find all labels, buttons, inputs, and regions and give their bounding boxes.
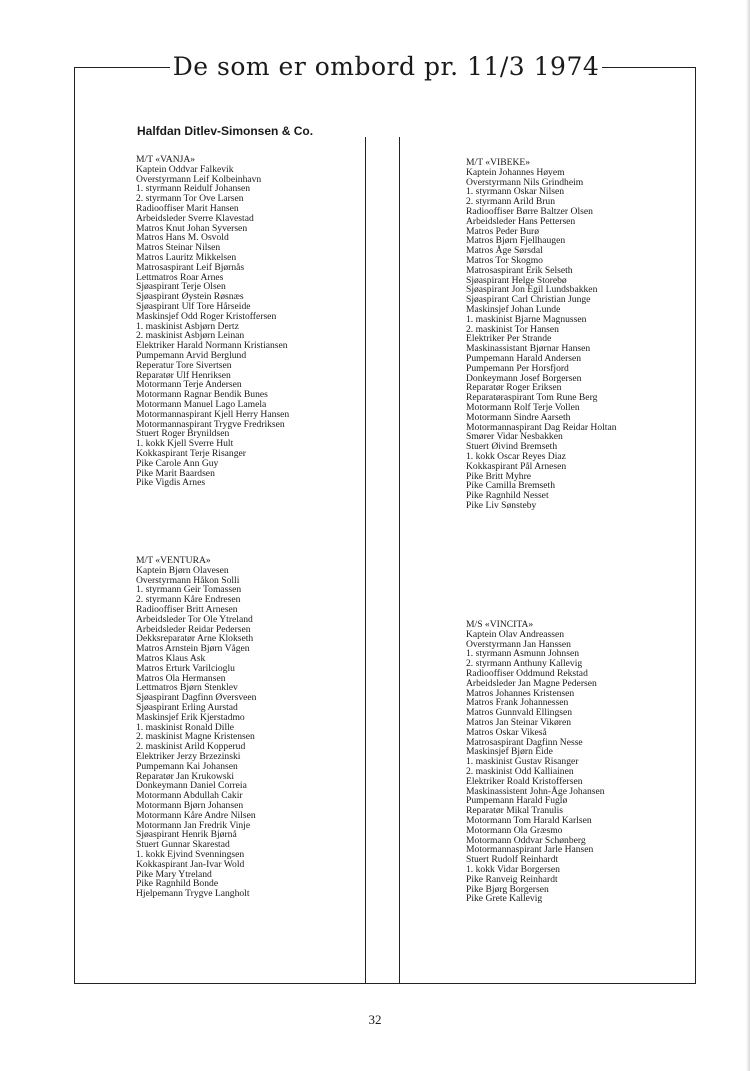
crew-member: Lettmatros Bjørn Stenklev xyxy=(136,682,238,694)
frame-left-border xyxy=(74,67,75,984)
crew-member: Kokkaspirant Jan-Ivar Wold xyxy=(136,858,245,870)
frame-right-border xyxy=(695,67,696,984)
crew-member: Pike Liv Sønsteby xyxy=(466,499,537,511)
page-number: 32 xyxy=(368,1012,382,1027)
crew-member: Motormann Kåre Andre Nilsen xyxy=(136,809,256,821)
crew-member: Sjøaspirant Helge Storebø xyxy=(466,274,567,286)
crew-member: Kaptein Olav Andreassen xyxy=(466,628,565,640)
crew-member: Sjøaspirant Erling Aurstad xyxy=(136,701,238,713)
crew-member: 2. maskinist Asbjørn Leinan xyxy=(136,330,245,342)
crew-member: Kokkaspirant Pål Arnesen xyxy=(466,460,567,472)
crew-member: Motormann Terje Andersen xyxy=(136,379,242,391)
crew-member: 1. styrmann Geir Tomassen xyxy=(136,584,242,596)
crew-member: Elektriker Jerzy Brzezinski xyxy=(136,750,241,762)
crew-member: 1. styrmann Oskar Nilsen xyxy=(466,186,565,198)
crew-member: 1. kokk Vidar Borgersen xyxy=(466,863,560,875)
crew-member: 2. styrmann Kåre Endresen xyxy=(136,594,241,606)
crew-member: 1. kokk Kjell Sverre Hult xyxy=(136,438,234,450)
crew-member: Pike Ragnhild Bonde xyxy=(136,878,219,890)
crew-member: Sjøaspirant Ulf Tore Hårseide xyxy=(136,300,251,312)
crew-member: Stuert Gunnar Skarestad xyxy=(136,839,230,851)
page-edge-shadow xyxy=(746,0,750,1071)
crew-member: Elektriker Harald Normann Kristiansen xyxy=(136,340,288,352)
crew-member: Pike Ragnhild Nesset xyxy=(466,490,549,502)
crew-member: Sjøaspirant Carl Christian Junge xyxy=(466,294,591,306)
page-title: De som er ombord pr. 11/3 1974 xyxy=(172,52,600,81)
crew-member: Matrosaspirant Dagfinn Nesse xyxy=(466,736,583,748)
crew-member: Matros Åge Sørsdal xyxy=(466,245,543,257)
crew-member: Matrosaspirant Leif Bjørnås xyxy=(136,261,245,273)
crew-member: Stuert Øivind Bremseth xyxy=(466,441,558,453)
crew-member: Arbeidsleder Sverre Klavestad xyxy=(136,212,254,224)
crew-member: Motormannaspirant Jarle Hansen xyxy=(466,844,594,856)
crew-member: Matros Knut Johan Syversen xyxy=(136,222,248,234)
crew-member: Matros Tor Skogmo xyxy=(466,254,543,266)
crew-member: Pumpemann Arvid Berglund xyxy=(136,349,247,361)
crew-member: Matrosaspirant Erik Selseth xyxy=(466,264,573,276)
crew-member: Maskinsjef Odd Roger Kristoffersen xyxy=(136,310,277,322)
crew-member: 2. maskinist Tor Hansen xyxy=(466,323,559,335)
crew-member: Matros Erturk Varilcioglu xyxy=(136,662,235,674)
crew-member: 2. styrmann Tor Ove Larsen xyxy=(136,193,244,205)
crew-member: Overstyrmann Håkon Solli xyxy=(136,574,240,586)
crew-member: Motormann Bjørn Johansen xyxy=(136,799,244,811)
crew-member: Pike Camilla Bremseth xyxy=(466,480,555,492)
crew-member: Sjøaspirant Øystein Røsnæs xyxy=(136,291,244,303)
crew-member: Pike Ranveig Reinhardt xyxy=(466,873,558,885)
crew-member: Donkeymann Josef Borgersen xyxy=(466,372,582,384)
crew-member: Stuert Rudolf Reinhardt xyxy=(466,854,559,866)
crew-member: Pike Mary Ytreland xyxy=(136,868,212,880)
crew-member: Motormann Sindre Aarseth xyxy=(466,411,571,423)
crew-member: Matros Arnstein Bjørn Vågen xyxy=(136,643,250,655)
crew-member: 2. maskinist Arild Kopperud xyxy=(136,741,246,753)
crew-member: 2. maskinist Odd Kalliainen xyxy=(466,765,574,777)
crew-member: Radiooffiser Marit Hansen xyxy=(136,202,239,214)
crew-member: Smører Vidar Nesbakken xyxy=(466,431,563,443)
crew-member: Motormannaspirant Dag Reidar Holtan xyxy=(466,421,617,433)
crew-member: Overstyrmann Jan Hanssen xyxy=(466,638,571,650)
crew-member: Reperatur Tore Sivertsen xyxy=(136,359,232,371)
crew-member: Hjelpemann Trygve Langholt xyxy=(136,888,250,900)
crew-member: Motormann Ola Græsmo xyxy=(466,824,563,836)
crew-member: Sjøaspirant Dagfinn Øversveen xyxy=(136,692,257,704)
crew-member: 2. styrmann Arild Brun xyxy=(466,196,556,208)
title-row xyxy=(74,52,696,82)
crew-member: Pumpemann Per Horsfjord xyxy=(466,362,569,374)
ship-name: M/T «VENTURA» xyxy=(136,555,211,566)
crew-member: 1. maskinist Gustav Risanger xyxy=(466,756,579,768)
crew-member: Matros Lauritz Mikkelsen xyxy=(136,251,237,263)
crew-member: 1. maskinist Bjarne Magnussen xyxy=(466,313,587,325)
crew-member: Pike Vigdis Arnes xyxy=(136,477,206,489)
crew-member: Motormannaspirant Trygve Fredriksen xyxy=(136,418,285,430)
crew-member: Pumpemann Kai Johansen xyxy=(136,760,238,772)
crew-member: Overstyrmann Nils Grindheim xyxy=(466,176,584,188)
crew-member: Pumpemann Harald Fuglø xyxy=(466,795,568,807)
crew-member: Matros Bjørn Fjellhaugen xyxy=(466,235,566,247)
crew-member: Sjøaspirant Jon Egil Lundsbakken xyxy=(466,284,598,296)
crew-member: Reparatør Mikal Tranulis xyxy=(466,805,563,817)
crew-member: Pike Britt Myhre xyxy=(466,470,532,482)
crew-member: Pumpemann Harald Andersen xyxy=(466,352,582,364)
title-rule-right xyxy=(602,67,696,68)
crew-member: Matros Jan Steinar Vikøren xyxy=(466,716,572,728)
crew-member: Pike Grete Kallevig xyxy=(466,893,543,905)
crew-member: Arbeidsleder Hans Pettersen xyxy=(466,215,576,227)
ship-section-ventura xyxy=(136,556,356,899)
crew-member: Motormann Rolf Terje Vollen xyxy=(466,401,580,413)
column-divider-right xyxy=(399,137,400,984)
crew-member: Sjøaspirant Terje Olsen xyxy=(136,281,226,293)
ship-name: M/T «VIBEKE» xyxy=(466,157,531,168)
crew-member: Sjøaspirant Henrik Bjørnå xyxy=(136,829,237,841)
crew-member: Arbeidsleder Jan Magne Pedersen xyxy=(466,677,597,689)
company-heading: Halfdan Ditlev-Simonsen & Co. xyxy=(137,124,314,138)
crew-member: Arbeidsleder Tor Ole Ytreland xyxy=(136,613,253,625)
crew-member: Kaptein Oddvar Falkevik xyxy=(136,163,234,175)
crew-member: Reparatøraspirant Tom Rune Berg xyxy=(466,392,598,404)
frame-bottom-border xyxy=(74,983,696,984)
crew-member: 1. kokk Oscar Reyes Diaz xyxy=(466,450,566,462)
crew-member: Matros Steinar Nilsen xyxy=(136,242,221,254)
crew-member: Arbeidsleder Reidar Pedersen xyxy=(136,623,251,635)
crew-member: Matros Peder Burø xyxy=(466,225,540,237)
title-rule-left xyxy=(74,67,170,68)
crew-member: Motormann Jan Fredrik Vinje xyxy=(136,819,251,831)
crew-member: 2. styrmann Anthuny Kallevig xyxy=(466,658,583,670)
column-divider-left xyxy=(365,137,366,984)
crew-member: Motormann Tom Harald Karlsen xyxy=(466,814,592,826)
crew-member: Matros Hans M. Osvold xyxy=(136,232,229,244)
crew-member: Pike Carole Ann Guy xyxy=(136,457,219,469)
crew-member: Maskinassistent John-Åge Johansen xyxy=(466,785,605,797)
crew-member: Radiooffiser Børre Baltzer Olsen xyxy=(466,205,593,217)
crew-member: Matros Gunnvald Ellingsen xyxy=(466,707,573,719)
crew-member: Donkeymann Daniel Correia xyxy=(136,780,247,792)
crew-member: 1. styrmann Reidulf Johansen xyxy=(136,183,251,195)
crew-member: Motormann Manuel Lago Lamela xyxy=(136,398,267,410)
crew-member: Maskinassistant Bjørnar Hansen xyxy=(466,343,591,355)
ship-section-vanja xyxy=(136,155,356,488)
ship-name: M/S «VINCITA» xyxy=(466,619,534,630)
crew-member: Kaptein Bjørn Olavesen xyxy=(136,564,229,576)
crew-member: Elektriker Per Strande xyxy=(466,333,552,345)
crew-member: Elektriker Roald Kristoffersen xyxy=(466,775,583,787)
crew-member: Dekksreparatør Arne Klokseth xyxy=(136,633,254,645)
crew-member: Overstyrmann Leif Kolbeinhavn xyxy=(136,173,262,185)
crew-member: Kaptein Johannes Høyem xyxy=(466,166,565,178)
crew-member: Reparatør Ulf Henriksen xyxy=(136,369,231,381)
ship-section-vibeke xyxy=(466,158,686,511)
crew-member: 2. maskinist Magne Kristensen xyxy=(136,731,255,743)
crew-member: Motormann Ragnar Bendik Bunes xyxy=(136,389,268,401)
crew-member: Matros Klaus Ask xyxy=(136,652,206,664)
crew-member: Maskinsjef Erik Kjerstadmo xyxy=(136,711,245,723)
crew-member: Motormann Oddvar Schønberg xyxy=(466,834,586,846)
crew-member: Motormannaspirant Kjell Herry Hansen xyxy=(136,408,290,420)
crew-member: Radiooffiser Oddmund Rekstad xyxy=(466,667,588,679)
crew-member: Kokkaspirant Terje Risanger xyxy=(136,447,246,459)
crew-member: Reparatør Roger Eriksen xyxy=(466,382,562,394)
crew-member: 1. kokk Ejvind Svenningsen xyxy=(136,848,245,860)
crew-member: Lettmatros Roar Arnes xyxy=(136,271,224,283)
crew-member: Stuert Roger Brynildsen xyxy=(136,428,230,440)
crew-member: Radiooffiser Britt Arnesen xyxy=(136,603,238,615)
ship-name: M/T «VANJA» xyxy=(136,154,196,165)
ship-section-vincita xyxy=(466,620,686,904)
crew-member: 1. styrmann Asmunn Johnsen xyxy=(466,648,579,660)
crew-member: Matros Oskar Vikeså xyxy=(466,726,547,738)
crew-member: Matros Frank Johannessen xyxy=(466,697,569,709)
crew-member: Reparatør Jan Krukowski xyxy=(136,770,235,782)
crew-member: Matros Johannes Kristensen xyxy=(466,687,575,699)
crew-member: Matros Ola Hermansen xyxy=(136,672,226,684)
crew-member: Maskinsjef Johan Lunde xyxy=(466,303,561,315)
crew-member: Maskinsjef Bjørn Eide xyxy=(466,746,553,758)
crew-member: 1. maskinist Ronald Dille xyxy=(136,721,235,733)
crew-member: 1. maskinist Asbjørn Dertz xyxy=(136,320,239,332)
crew-member: Motormann Abdullah Cakir xyxy=(136,790,243,802)
crew-member: Pike Marit Baardsen xyxy=(136,467,215,479)
crew-member: Pike Bjørg Borgersen xyxy=(466,883,549,895)
